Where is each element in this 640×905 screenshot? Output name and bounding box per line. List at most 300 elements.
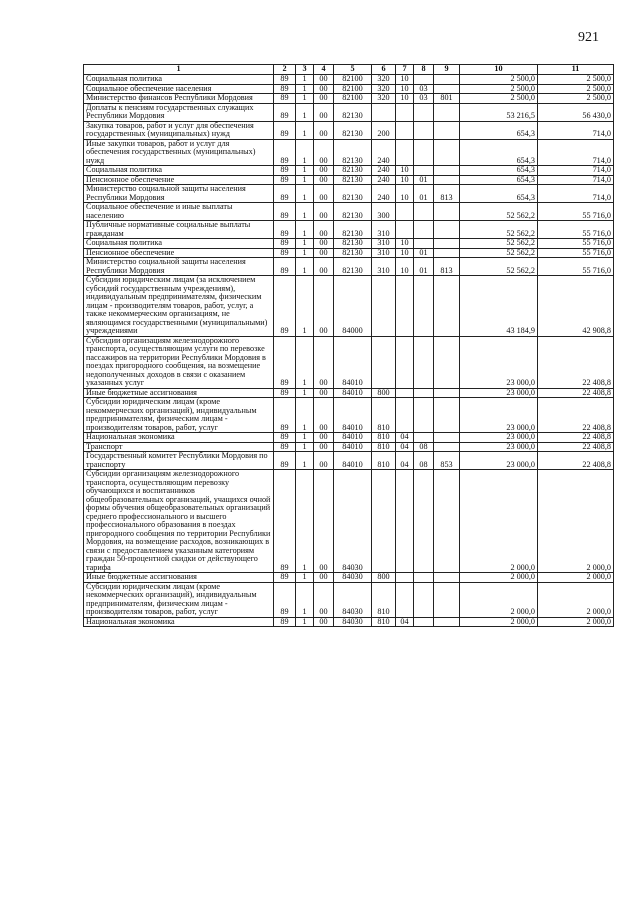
row-cell-c4: 00 (314, 221, 334, 239)
row-cell-c10: 43 184,9 (460, 276, 538, 337)
row-cell-c9 (434, 442, 460, 452)
row-cell-c8 (414, 75, 434, 85)
row-cell-c9 (434, 276, 460, 337)
row-cell-c9 (434, 84, 460, 94)
row-cell-c9 (434, 175, 460, 185)
row-cell-c8 (414, 398, 434, 433)
row-cell-c2: 89 (274, 398, 296, 433)
row-cell-c3: 1 (296, 94, 314, 104)
row-cell-c8 (414, 239, 434, 249)
row-cell-c4: 00 (314, 573, 334, 583)
row-cell-c10: 654,3 (460, 185, 538, 203)
column-header-2: 2 (274, 65, 296, 75)
row-cell-c9 (434, 470, 460, 573)
row-cell-c5: 82100 (334, 94, 372, 104)
row-cell-c5: 82130 (334, 166, 372, 176)
row-cell-c5: 82130 (334, 185, 372, 203)
row-cell-c2: 89 (274, 258, 296, 276)
row-cell-c6: 310 (372, 239, 396, 249)
row-cell-c7 (396, 573, 414, 583)
row-cell-c3: 1 (296, 248, 314, 258)
row-cell-c11: 714,0 (538, 166, 614, 176)
row-cell-c4: 00 (314, 336, 334, 388)
row-cell-c6 (372, 336, 396, 388)
row-cell-c9: 813 (434, 185, 460, 203)
row-cell-c10: 52 562,2 (460, 239, 538, 249)
row-cell-c6: 810 (372, 582, 396, 617)
row-cell-c7 (396, 221, 414, 239)
row-cell-c7 (396, 139, 414, 166)
table-row (84, 84, 614, 94)
row-cell-c4: 00 (314, 442, 334, 452)
row-name-cell: Субсидии юридическим лицам (за исключением субсидий государственным учреждениям), индивидуальным предпринимателям, физическим лицам - производителям товаров, работ, услуг, а также некоммерческим организациям, не являющимся государственными (муниципальными) учреждениями (84, 276, 274, 337)
row-cell-c2: 89 (274, 84, 296, 94)
row-cell-c5: 82130 (334, 175, 372, 185)
row-cell-c8 (414, 203, 434, 221)
row-cell-c10: 52 562,2 (460, 221, 538, 239)
row-cell-c11: 714,0 (538, 175, 614, 185)
row-cell-c2: 89 (274, 94, 296, 104)
row-cell-c6: 810 (372, 442, 396, 452)
row-cell-c5: 84000 (334, 276, 372, 337)
row-cell-c8 (414, 470, 434, 573)
row-cell-c3: 1 (296, 185, 314, 203)
row-cell-c6: 810 (372, 452, 396, 470)
table-row (84, 166, 614, 176)
row-cell-c9 (434, 103, 460, 121)
row-cell-c11: 2 000,0 (538, 617, 614, 627)
row-cell-c5: 82100 (334, 84, 372, 94)
row-cell-c11: 22 408,8 (538, 433, 614, 443)
row-cell-c5: 82130 (334, 221, 372, 239)
row-cell-c11: 2 500,0 (538, 84, 614, 94)
row-cell-c5: 82130 (334, 103, 372, 121)
row-cell-c6: 300 (372, 203, 396, 221)
row-cell-c11: 55 716,0 (538, 258, 614, 276)
table-row (84, 203, 614, 221)
row-cell-c5: 84030 (334, 470, 372, 573)
row-cell-c3: 1 (296, 175, 314, 185)
row-cell-c2: 89 (274, 239, 296, 249)
row-cell-c10: 23 000,0 (460, 336, 538, 388)
row-cell-c2: 89 (274, 470, 296, 573)
row-cell-c6: 810 (372, 398, 396, 433)
row-cell-c3: 1 (296, 452, 314, 470)
row-cell-c3: 1 (296, 470, 314, 573)
row-cell-c8: 03 (414, 84, 434, 94)
row-cell-c9 (434, 221, 460, 239)
table-row (84, 94, 614, 104)
row-cell-c2: 89 (274, 248, 296, 258)
row-cell-c7 (396, 121, 414, 139)
table-row (84, 185, 614, 203)
row-cell-c3: 1 (296, 121, 314, 139)
row-cell-c9 (434, 75, 460, 85)
table-row (84, 258, 614, 276)
row-cell-c9: 853 (434, 452, 460, 470)
row-cell-c7: 10 (396, 84, 414, 94)
row-cell-c4: 00 (314, 75, 334, 85)
row-cell-c11: 714,0 (538, 139, 614, 166)
row-name-cell: Закупка товаров, работ и услуг для обеспечения государственных (муниципальных) нужд (84, 121, 274, 139)
row-cell-c2: 89 (274, 617, 296, 627)
row-cell-c10: 23 000,0 (460, 388, 538, 398)
table-row (84, 452, 614, 470)
table-row (84, 221, 614, 239)
row-cell-c7 (396, 398, 414, 433)
row-cell-c5: 82130 (334, 203, 372, 221)
row-cell-c10: 654,3 (460, 139, 538, 166)
row-name-cell: Министерство социальной защиты населения Республики Мордовия (84, 185, 274, 203)
row-cell-c3: 1 (296, 84, 314, 94)
row-cell-c2: 89 (274, 433, 296, 443)
row-name-cell: Субсидии организациям железнодорожного транспорта, осуществляющим перевозку обучающихся и воспитанников общеобразовательных организаций, учащихся очной формы обучения общеобразовательных организаций среднего профессионального и высшего профессионального образования в поездах пригородного сообщения по территории Республики Мордовия, на возмещение расходов, возникающих в связи с предоставлением указанным категориям граждан 50-процентной скидки от действующего тарифа (84, 470, 274, 573)
row-cell-c4: 00 (314, 248, 334, 258)
table-row (84, 239, 614, 249)
row-cell-c9 (434, 203, 460, 221)
row-cell-c10: 2 000,0 (460, 470, 538, 573)
row-cell-c6: 800 (372, 573, 396, 583)
row-cell-c3: 1 (296, 388, 314, 398)
row-cell-c3: 1 (296, 573, 314, 583)
row-name-cell: Субсидии организациям железнодорожного транспорта, осуществляющим услуги по перевозке пассажиров на территории Республики Мордовия в поездах пригородного сообщения, на возмещение недополученных доходов в связи с оказанием указанных услуг (84, 336, 274, 388)
row-cell-c6: 200 (372, 121, 396, 139)
row-cell-c9 (434, 573, 460, 583)
row-cell-c11: 714,0 (538, 121, 614, 139)
budget-table (83, 64, 614, 627)
row-name-cell: Пенсионное обеспечение (84, 248, 274, 258)
row-cell-c2: 89 (274, 442, 296, 452)
row-cell-c2: 89 (274, 166, 296, 176)
column-header-1: 1 (84, 65, 274, 75)
row-cell-c7 (396, 203, 414, 221)
row-cell-c5: 82130 (334, 121, 372, 139)
row-cell-c11: 55 716,0 (538, 248, 614, 258)
row-cell-c7: 10 (396, 248, 414, 258)
row-cell-c4: 00 (314, 139, 334, 166)
row-cell-c8: 03 (414, 94, 434, 104)
table-row (84, 121, 614, 139)
row-cell-c7: 04 (396, 452, 414, 470)
row-cell-c8: 08 (414, 442, 434, 452)
row-cell-c3: 1 (296, 75, 314, 85)
row-cell-c4: 00 (314, 582, 334, 617)
row-cell-c10: 52 562,2 (460, 248, 538, 258)
row-cell-c3: 1 (296, 433, 314, 443)
row-name-cell: Социальное обеспечение и иные выплаты населению (84, 203, 274, 221)
row-cell-c2: 89 (274, 276, 296, 337)
row-cell-c10: 23 000,0 (460, 433, 538, 443)
row-cell-c5: 84030 (334, 582, 372, 617)
row-name-cell: Социальная политика (84, 239, 274, 249)
row-cell-c10: 2 500,0 (460, 84, 538, 94)
row-cell-c4: 00 (314, 433, 334, 443)
table-row (84, 573, 614, 583)
row-cell-c4: 00 (314, 239, 334, 249)
row-cell-c10: 2 000,0 (460, 582, 538, 617)
row-cell-c4: 00 (314, 166, 334, 176)
row-cell-c9: 801 (434, 94, 460, 104)
row-cell-c7: 10 (396, 94, 414, 104)
row-cell-c7: 10 (396, 185, 414, 203)
row-name-cell: Национальная экономика (84, 433, 274, 443)
row-cell-c11: 55 716,0 (538, 239, 614, 249)
row-cell-c10: 654,3 (460, 121, 538, 139)
row-cell-c11: 55 716,0 (538, 221, 614, 239)
table-row (84, 139, 614, 166)
table-row (84, 582, 614, 617)
row-cell-c3: 1 (296, 336, 314, 388)
row-cell-c3: 1 (296, 617, 314, 627)
row-cell-c6 (372, 470, 396, 573)
column-header-4: 4 (314, 65, 334, 75)
row-cell-c11: 2 500,0 (538, 75, 614, 85)
row-name-cell: Государственный комитет Республики Мордовия по транспорту (84, 452, 274, 470)
row-cell-c3: 1 (296, 442, 314, 452)
row-cell-c11: 2 500,0 (538, 94, 614, 104)
row-cell-c9 (434, 582, 460, 617)
row-cell-c7: 10 (396, 239, 414, 249)
row-cell-c10: 23 000,0 (460, 442, 538, 452)
row-cell-c6: 320 (372, 75, 396, 85)
row-cell-c11: 22 408,8 (538, 336, 614, 388)
row-name-cell: Субсидии юридическим лицам (кроме некоммерческих организаций), индивидуальным предпринимателям, физическим лицам - производителям товаров, работ, услуг (84, 398, 274, 433)
row-cell-c10: 23 000,0 (460, 452, 538, 470)
row-cell-c9 (434, 433, 460, 443)
row-cell-c3: 1 (296, 139, 314, 166)
row-cell-c9 (434, 166, 460, 176)
header-row (84, 65, 614, 75)
row-cell-c8: 01 (414, 258, 434, 276)
row-cell-c4: 00 (314, 175, 334, 185)
table-row (84, 470, 614, 573)
row-cell-c2: 89 (274, 221, 296, 239)
row-cell-c4: 00 (314, 276, 334, 337)
row-cell-c9 (434, 617, 460, 627)
row-cell-c8: 01 (414, 248, 434, 258)
row-cell-c10: 2 500,0 (460, 94, 538, 104)
row-cell-c7: 10 (396, 166, 414, 176)
row-cell-c7: 10 (396, 258, 414, 276)
row-cell-c11: 2 000,0 (538, 470, 614, 573)
row-cell-c6: 810 (372, 617, 396, 627)
row-cell-c8: 01 (414, 175, 434, 185)
row-cell-c6: 310 (372, 258, 396, 276)
column-header-8: 8 (414, 65, 434, 75)
row-cell-c5: 84030 (334, 617, 372, 627)
row-cell-c2: 89 (274, 175, 296, 185)
row-cell-c4: 00 (314, 103, 334, 121)
row-name-cell: Социальная политика (84, 75, 274, 85)
row-cell-c3: 1 (296, 166, 314, 176)
row-cell-c2: 89 (274, 185, 296, 203)
table-row (84, 388, 614, 398)
row-cell-c3: 1 (296, 203, 314, 221)
row-cell-c11: 22 408,8 (538, 398, 614, 433)
row-cell-c7: 04 (396, 442, 414, 452)
row-cell-c6: 800 (372, 388, 396, 398)
column-header-6: 6 (372, 65, 396, 75)
row-name-cell: Социальное обеспечение населения (84, 84, 274, 94)
column-header-9: 9 (434, 65, 460, 75)
page-number: 921 (578, 30, 599, 45)
row-cell-c8 (414, 103, 434, 121)
row-name-cell: Пенсионное обеспечение (84, 175, 274, 185)
row-cell-c6: 310 (372, 248, 396, 258)
row-cell-c9 (434, 388, 460, 398)
table-row (84, 248, 614, 258)
row-cell-c7: 04 (396, 433, 414, 443)
table-row (84, 398, 614, 433)
table-row (84, 175, 614, 185)
row-cell-c8 (414, 139, 434, 166)
table-row (84, 442, 614, 452)
row-cell-c6: 810 (372, 433, 396, 443)
row-cell-c9 (434, 239, 460, 249)
row-cell-c8 (414, 121, 434, 139)
row-name-cell: Социальная политика (84, 166, 274, 176)
row-cell-c9 (434, 121, 460, 139)
row-cell-c10: 2 500,0 (460, 75, 538, 85)
row-cell-c7 (396, 276, 414, 337)
row-cell-c9: 813 (434, 258, 460, 276)
row-cell-c6: 320 (372, 94, 396, 104)
table-row (84, 336, 614, 388)
row-cell-c10: 2 000,0 (460, 573, 538, 583)
row-cell-c8 (414, 221, 434, 239)
table-body (84, 75, 614, 627)
row-cell-c6: 320 (372, 84, 396, 94)
row-cell-c11: 2 000,0 (538, 573, 614, 583)
row-cell-c4: 00 (314, 185, 334, 203)
row-cell-c2: 89 (274, 203, 296, 221)
row-cell-c6: 240 (372, 166, 396, 176)
table-row (84, 433, 614, 443)
row-cell-c2: 89 (274, 336, 296, 388)
row-cell-c11: 22 408,8 (538, 452, 614, 470)
row-cell-c7 (396, 582, 414, 617)
row-cell-c2: 89 (274, 452, 296, 470)
row-cell-c2: 89 (274, 75, 296, 85)
row-cell-c2: 89 (274, 121, 296, 139)
row-cell-c4: 00 (314, 121, 334, 139)
row-cell-c2: 89 (274, 388, 296, 398)
row-cell-c9 (434, 139, 460, 166)
row-cell-c3: 1 (296, 221, 314, 239)
row-cell-c7: 04 (396, 617, 414, 627)
row-cell-c5: 84030 (334, 573, 372, 583)
row-name-cell: Национальная экономика (84, 617, 274, 627)
row-cell-c6 (372, 276, 396, 337)
row-cell-c7 (396, 103, 414, 121)
row-cell-c7 (396, 336, 414, 388)
row-cell-c8 (414, 617, 434, 627)
row-cell-c4: 00 (314, 452, 334, 470)
row-cell-c3: 1 (296, 276, 314, 337)
row-cell-c5: 84010 (334, 433, 372, 443)
row-cell-c11: 714,0 (538, 185, 614, 203)
row-cell-c11: 42 908,8 (538, 276, 614, 337)
row-cell-c11: 22 408,8 (538, 388, 614, 398)
row-cell-c3: 1 (296, 103, 314, 121)
row-cell-c11: 2 000,0 (538, 582, 614, 617)
row-cell-c2: 89 (274, 582, 296, 617)
row-cell-c8: 08 (414, 452, 434, 470)
row-cell-c4: 00 (314, 388, 334, 398)
row-cell-c5: 84010 (334, 388, 372, 398)
row-cell-c6: 240 (372, 139, 396, 166)
row-cell-c4: 00 (314, 398, 334, 433)
row-cell-c7 (396, 470, 414, 573)
row-cell-c8 (414, 573, 434, 583)
row-cell-c5: 84010 (334, 398, 372, 433)
table-row (84, 75, 614, 85)
row-cell-c10: 52 562,2 (460, 258, 538, 276)
row-cell-c2: 89 (274, 139, 296, 166)
row-cell-c7 (396, 388, 414, 398)
column-header-5: 5 (334, 65, 372, 75)
row-cell-c10: 53 216,5 (460, 103, 538, 121)
row-cell-c5: 82130 (334, 258, 372, 276)
column-header-11: 11 (538, 65, 614, 75)
row-cell-c5: 82100 (334, 75, 372, 85)
row-cell-c5: 84010 (334, 442, 372, 452)
row-cell-c8 (414, 582, 434, 617)
row-cell-c8 (414, 433, 434, 443)
row-cell-c2: 89 (274, 573, 296, 583)
row-name-cell: Иные бюджетные ассигнования (84, 388, 274, 398)
row-name-cell: Иные бюджетные ассигнования (84, 573, 274, 583)
row-cell-c4: 00 (314, 617, 334, 627)
row-name-cell: Транспорт (84, 442, 274, 452)
row-cell-c11: 56 430,0 (538, 103, 614, 121)
row-cell-c4: 00 (314, 94, 334, 104)
row-cell-c7: 10 (396, 175, 414, 185)
row-cell-c10: 654,3 (460, 166, 538, 176)
table-row (84, 617, 614, 627)
row-cell-c4: 00 (314, 258, 334, 276)
row-cell-c6 (372, 103, 396, 121)
row-cell-c4: 00 (314, 470, 334, 573)
row-cell-c3: 1 (296, 398, 314, 433)
row-cell-c5: 82130 (334, 239, 372, 249)
row-cell-c3: 1 (296, 258, 314, 276)
row-name-cell: Субсидии юридическим лицам (кроме некоммерческих организаций), индивидуальным предпринимателям, физическим лицам - производителям товаров, работ, услуг (84, 582, 274, 617)
row-cell-c8: 01 (414, 185, 434, 203)
row-cell-c9 (434, 248, 460, 258)
row-cell-c8 (414, 166, 434, 176)
row-cell-c2: 89 (274, 103, 296, 121)
row-name-cell: Доплаты к пенсиям государственных служащих Республики Мордовия (84, 103, 274, 121)
row-cell-c7: 10 (396, 75, 414, 85)
row-cell-c6: 240 (372, 185, 396, 203)
row-cell-c8 (414, 336, 434, 388)
row-cell-c3: 1 (296, 239, 314, 249)
row-cell-c3: 1 (296, 582, 314, 617)
row-cell-c9 (434, 398, 460, 433)
row-name-cell: Министерство социальной защиты населения Республики Мордовия (84, 258, 274, 276)
row-cell-c10: 654,3 (460, 175, 538, 185)
row-cell-c10: 2 000,0 (460, 617, 538, 627)
row-cell-c5: 82130 (334, 248, 372, 258)
row-cell-c5: 84010 (334, 336, 372, 388)
row-cell-c9 (434, 336, 460, 388)
column-header-10: 10 (460, 65, 538, 75)
row-cell-c8 (414, 276, 434, 337)
row-cell-c5: 84010 (334, 452, 372, 470)
row-cell-c5: 82130 (334, 139, 372, 166)
column-header-3: 3 (296, 65, 314, 75)
